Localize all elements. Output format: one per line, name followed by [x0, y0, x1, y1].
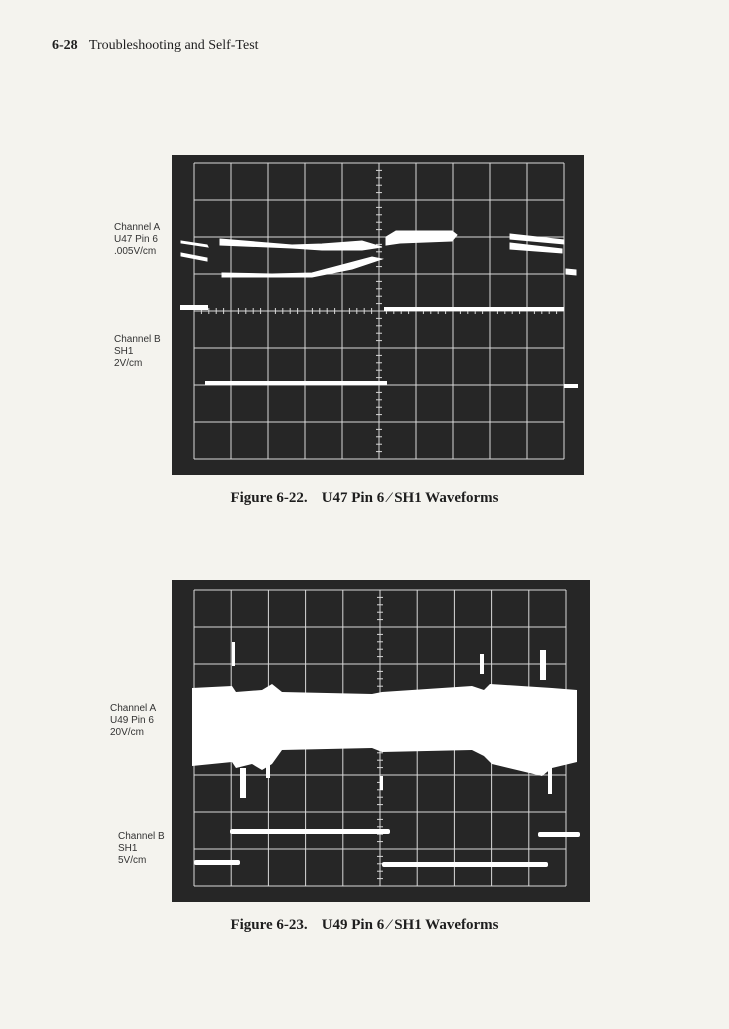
oscilloscope-screen-1	[172, 155, 584, 475]
figure-caption-2: Figure 6-23. U49 Pin 6 ⁄ SH1 Waveforms	[230, 917, 499, 933]
figure-caption-1: Figure 6-22. U47 Pin 6 ⁄ SH1 Waveforms	[230, 490, 499, 506]
channel-b-label-2: Channel B SH1 5V/cm	[118, 831, 165, 866]
channel-b-trace-2	[194, 829, 580, 867]
page-header	[52, 38, 259, 54]
page-number: 6-28	[52, 38, 78, 53]
section-title: Troubleshooting and Self-Test	[88, 38, 259, 53]
waveform-plot-2	[172, 580, 590, 902]
oscilloscope-screen-2	[172, 580, 590, 902]
channel-a-label-2: Channel A U49 Pin 6 20V/cm	[110, 703, 157, 738]
waveform-plot-1	[172, 155, 584, 475]
channel-a-label-1: Channel A U47 Pin 6 .005V/cm	[114, 222, 161, 257]
channel-b-label-1: Channel B SH1 2V/cm	[114, 334, 161, 369]
